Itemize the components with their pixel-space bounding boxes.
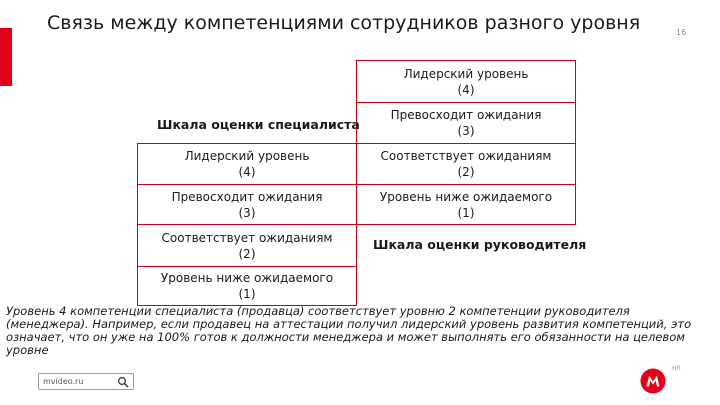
level-name: Превосходит ожидания <box>171 189 323 204</box>
level-number: (2) <box>457 165 475 179</box>
level-name: Лидерский уровень <box>403 66 529 81</box>
level-number: (2) <box>238 246 256 261</box>
level-number: (4) <box>238 165 256 179</box>
specialist-level-2 <box>137 224 357 267</box>
level-name: Превосходит ожидания <box>390 108 542 122</box>
mvideo-logo-icon <box>640 368 666 394</box>
manager-scale-label: Шкала оценки руководителя <box>373 237 587 252</box>
level-number: (4) <box>457 82 475 97</box>
manager-level-3 <box>356 102 576 144</box>
level-name: Уровень ниже ожидаемого <box>160 271 334 285</box>
specialist-level-1 <box>137 266 357 306</box>
specialist-level-3 <box>137 184 357 225</box>
level-name: Лидерский уровень <box>184 149 310 163</box>
specialist-level-4 <box>137 143 357 185</box>
level-name: Уровень ниже ожидаемого <box>379 189 553 204</box>
hr-tag: HR <box>672 365 681 372</box>
page-title: Связь между компетенциями сотрудников разного уровня <box>47 12 641 34</box>
site-url: mvideo.ru <box>43 377 84 386</box>
level-number: (3) <box>457 124 475 138</box>
search-icon <box>117 376 129 388</box>
accent-bar <box>0 28 12 86</box>
level-number: (1) <box>238 287 256 301</box>
explanatory-note: Уровень 4 компетенции специалиста (продавца) соответствует уровню 2 компетенции руководителя (менеджера). Например, если продавец на аттестации получил лидерский уровень развития компетенций, это означает, что он уже на 100% готов к должности менеджера и может выполнять его обязанности на целевом уровне <box>6 304 692 357</box>
manager-level-1 <box>356 184 576 225</box>
manager-level-2 <box>356 143 576 185</box>
level-number: (3) <box>238 205 256 220</box>
specialist-scale-label: Шкала оценки специалиста <box>157 117 360 132</box>
level-number: (1) <box>457 205 475 220</box>
manager-level-4 <box>356 60 576 103</box>
site-search-box[interactable] <box>38 373 134 390</box>
level-name: Соответствует ожиданиям <box>161 230 333 245</box>
page-number: 16 <box>676 28 687 37</box>
level-name: Соответствует ожиданиям <box>380 149 552 163</box>
